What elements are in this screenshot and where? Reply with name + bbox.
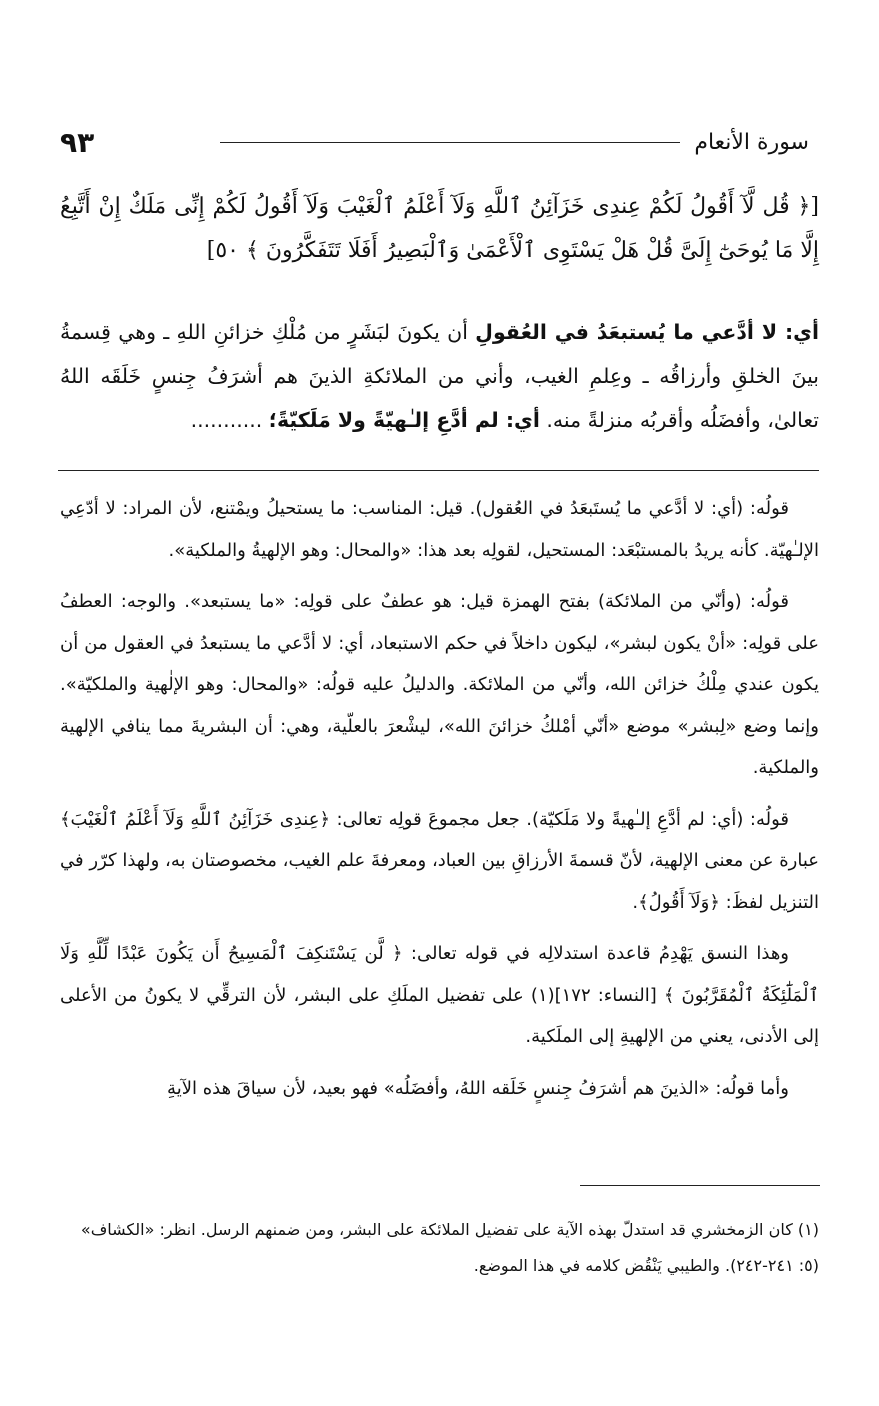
gloss-paragraph: وهذا النسق يَهْدِمُ قاعدة استدلالِه في قوله تعالى: ﴿ لَّن يَسْتَنكِفَ ٱلْمَسِيحُ أَن يَكُونَ عَبْدًا لِّلَّهِ وَلَا ٱلْمَلَٰٓئِكَةُ ٱلْمُقَرَّبُونَ ﴾ [النساء: ١٧٢](١) على تفضيل الملَكِ على البشر، لأن الترقِّي لا يكونُ من الأعلى إلى الأدنى، يعني من الإلهيةِ إلى الملَكية.	[60, 943, 819, 1047]
footnote-rule	[580, 1185, 820, 1186]
commentary-dots: ...........	[190, 408, 269, 432]
commentary-text: أن يكونَ لبَشَرٍ من مُلْكِ خزائنِ اللهِ ـ وهي قِسمةُ بينَ الخلقِ وأرزاقُه ـ وعِلمِ الغيب، وأني من الملائكةِ الذينَ هم أشرَفُ جِنسٍ خَلَقَه اللهُ تعالىٰ، وأفضَلُه وأقربُه منزلةً منه.	[60, 320, 819, 432]
surah-title: سورة الأنعام	[694, 129, 809, 155]
section-divider	[58, 470, 819, 471]
running-header	[60, 120, 809, 164]
commentary-lead: أي: لا أدَّعي ما يُستبعَدُ في العُقولِ	[475, 320, 819, 344]
page-number: ٩٣	[60, 125, 95, 159]
quran-verse: [﴿ قُل لَّآ أَقُولُ لَكُمْ عِندِى خَزَآئِنُ ٱللَّهِ وَلَآ أَعْلَمُ ٱلْغَيْبَ وَلَآ أَقُولُ لَكُمْ إِنِّى مَلَكٌ إِنْ أَتَّبِعُ إِلَّا مَا يُوحَىٰٓ إِلَىَّ قُلْ هَلْ يَسْتَوِى ٱلْأَعْمَىٰ وَٱلْبَصِيرُ أَفَلَا تَتَفَكَّرُونَ ﴾ ٥٠]	[60, 194, 819, 263]
gloss-paragraph: قولُه: (وأنّي من الملائكة) بفتح الهمزة قيل: هو عطفٌ على قولِه: «ما يستبعد». والوجه: العطفُ على قولِه: «أنْ يكون لبشر»، ليكون داخلاً في حكم الاستبعاد، أي: لا أدَّعي ما يستبعدُ في العقول من أن يكون عندي مِلْكُ خزائن الله، وأنّي من الملائكة. والدليلُ عليه قولُه: «والمحال: وهو الإلٰهية والملكيّة». وإنما وضع «لِبشر» موضع «أنّي أمْلكُ خزائنَ الله»، ليشْعرَ بالعلّية، وهي: أن البشريةَ مما ينافي الإلهية والملكية.	[60, 591, 819, 778]
gloss-notes	[60, 488, 819, 1119]
main-commentary	[60, 310, 819, 442]
footnote	[60, 1212, 819, 1284]
gloss-paragraph: قولُه: (أي: لم أدَّعِ إلـٰهيةً ولا مَلَكيّة). جعل مجموعَ قولِه تعالى: ﴿عِندِى خَزَآئِنُ ٱللَّهِ وَلَآ أَعْلَمُ ٱلْغَيْبَ﴾ عبارة عن معنى الإلهية، لأنّ قسمةَ الأرزاقِ بين العباد، ومعرفةَ علم الغيب، مخصوصتان به، ولهذا كرّر في التنزيل لفظَ: ﴿وَلَآ أَقُولُ﴾.	[60, 808, 819, 913]
header-rule	[220, 142, 680, 143]
footnote-line: (١) كان الزمخشري قد استدلّ بهذه الآية على تفضيل الملائكة على البشر، ومن ضمنهم الرسل. انظر: «الكشاف»	[80, 1220, 819, 1239]
footnote-line: (٥: ٢٤١-٢٤٢). والطيبي يَنْقُض كلامه في هذا الموضع.	[473, 1256, 819, 1275]
commentary-lead-2: أي: لم أدَّعِ إلـٰهيّةً ولا مَلَكيّةً؛	[268, 408, 540, 432]
gloss-paragraph: وأما قولُه: «الذينَ هم أشرَفُ جِنسٍ خَلَقه اللهُ، وأفضَلُه» فهو بعيد، لأن سياقَ هذه الآيةِ	[167, 1077, 789, 1099]
gloss-paragraph: قولُه: (أي: لا أدَّعي ما يُستَبعَدُ في العُقول). قيل: المناسب: ما يستحيلُ ويمْتنع، لأن المراد: لا أدّعِي الإلـٰهيّة. كأنه يريدُ بالمستبْعَد: المستحيل، لقولِه بعد هذا: «والمحال: وهو الإلهيةُ والملكية».	[60, 498, 819, 561]
